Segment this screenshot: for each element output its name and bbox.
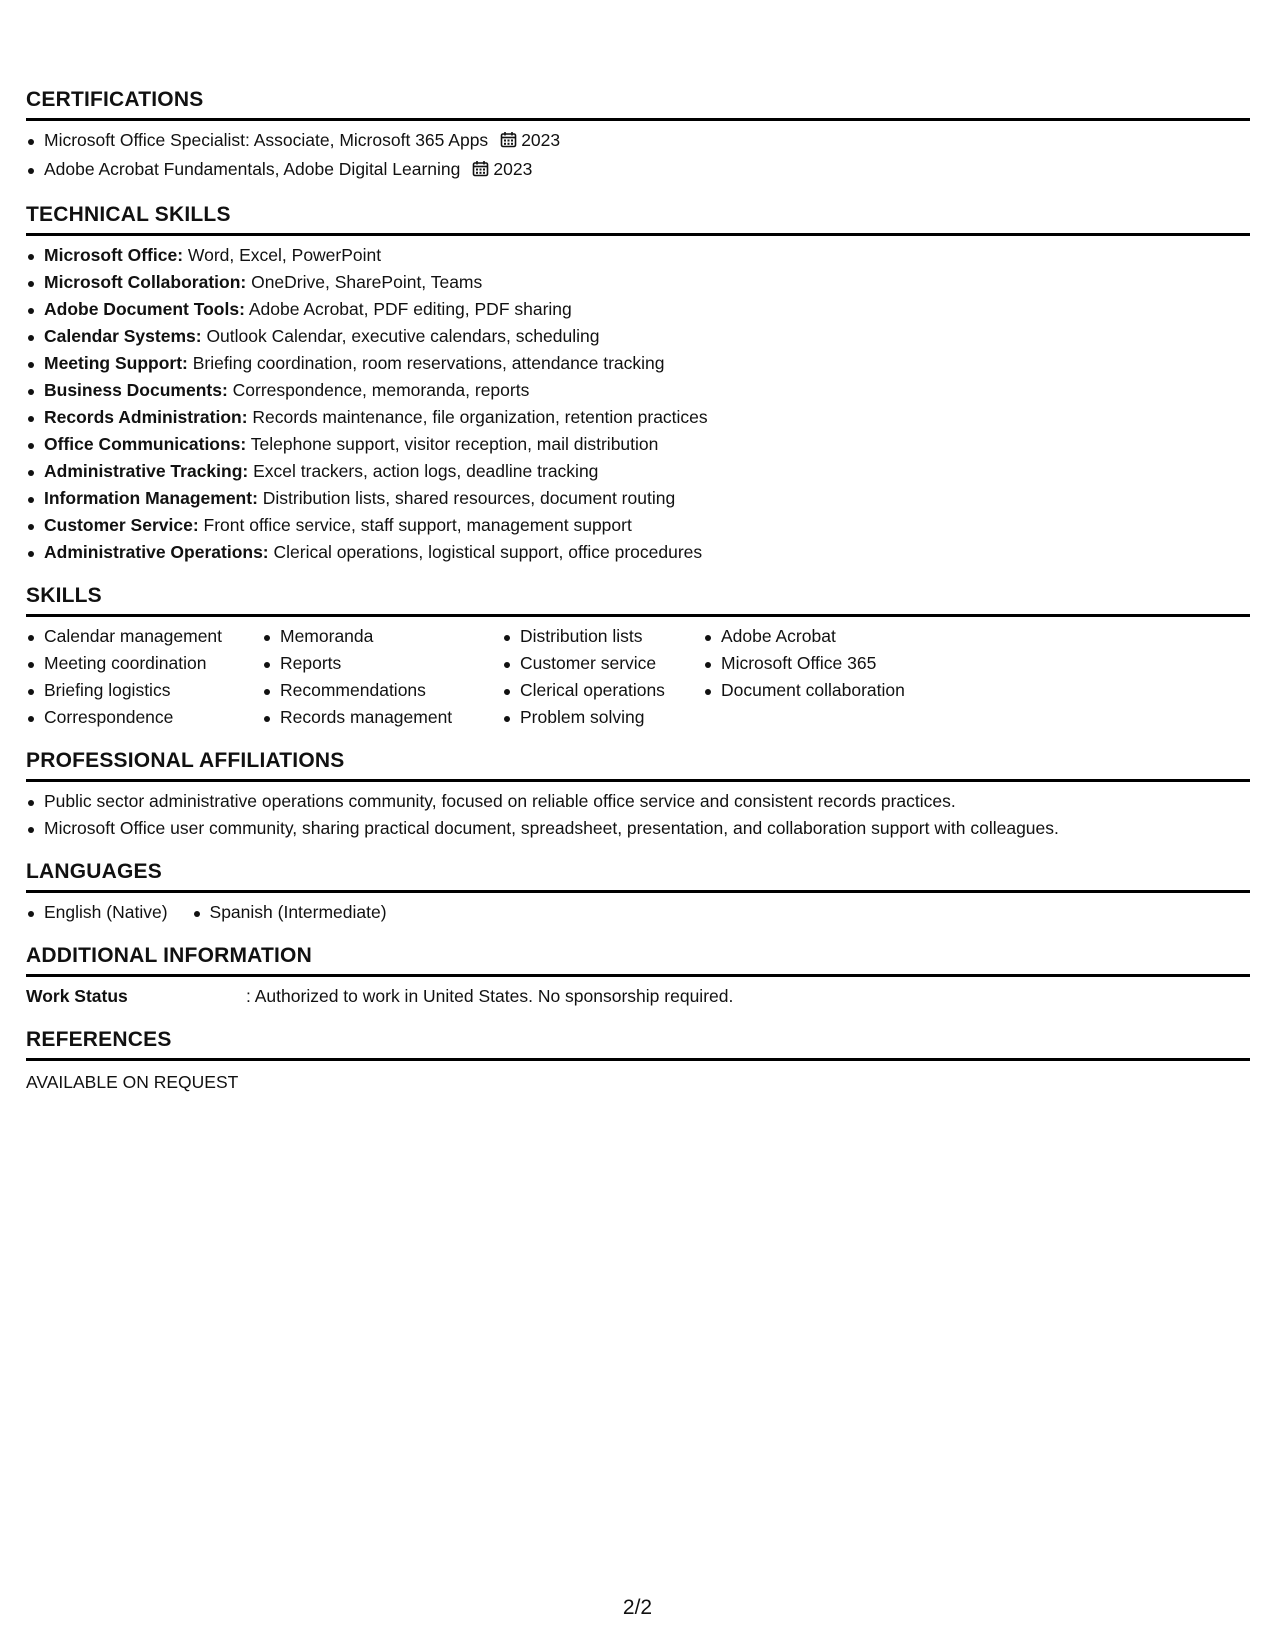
technical-skill-item <box>44 350 1250 377</box>
certifications-section <box>26 88 1250 185</box>
technical-skill-item <box>44 458 1250 485</box>
technical-skill-item <box>44 323 1250 350</box>
languages-list <box>26 899 168 926</box>
references-text: AVAILABLE ON REQUEST <box>26 1072 239 1092</box>
technical-skill-label: Administrative Operations: <box>44 542 269 562</box>
certification-name: Adobe Acrobat Fundamentals, Adobe Digital Learning <box>44 159 461 179</box>
skills-column <box>502 623 703 731</box>
additional-info-heading: ADDITIONAL INFORMATION <box>26 944 1250 977</box>
technical-skill-item <box>44 269 1250 296</box>
affiliations-list <box>26 788 1250 842</box>
skills-column <box>262 623 502 731</box>
languages-section <box>26 860 1250 926</box>
technical-skill-value: Word, Excel, PowerPoint <box>183 245 382 265</box>
technical-skills-list <box>26 242 1250 566</box>
technical-skill-value: Briefing coordination, room reservations, attendance tracking <box>187 353 665 373</box>
skills-column <box>703 623 961 731</box>
certification-item <box>44 156 1250 185</box>
technical-skill-value: Distribution lists, shared resources, document routing <box>257 488 676 508</box>
affiliations-heading: PROFESSIONAL AFFILIATIONS <box>26 749 1250 782</box>
languages-list <box>192 899 387 926</box>
technical-skill-value: Correspondence, memoranda, reports <box>227 380 530 400</box>
technical-skill-label: Records Administration: <box>44 407 248 427</box>
technical-skill-label: Microsoft Collaboration: <box>44 272 247 292</box>
skill-item: Correspondence <box>44 704 262 731</box>
certification-year: 2023 <box>493 159 533 179</box>
technical-skill-item <box>44 296 1250 323</box>
affiliation-item: Microsoft Office user community, sharing practical document, spreadsheet, presentation, and collaboration support with colleagues. <box>44 815 1250 842</box>
technical-skill-label: Office Communications: <box>44 434 247 454</box>
languages-heading: LANGUAGES <box>26 860 1250 893</box>
technical-skill-item <box>44 539 1250 566</box>
technical-skill-item <box>44 404 1250 431</box>
technical-skill-label: Microsoft Office: <box>44 245 184 265</box>
language-item: Spanish (Intermediate) <box>210 899 387 926</box>
skill-item: Memoranda <box>280 623 502 650</box>
technical-skills-section <box>26 203 1250 566</box>
affiliation-item: Public sector administrative operations community, focused on reliable office service and consistent records practices. <box>44 788 1250 815</box>
technical-skill-item <box>44 377 1250 404</box>
technical-skill-value: Excel trackers, action logs, deadline tracking <box>248 461 599 481</box>
affiliations-section <box>26 749 1250 842</box>
certification-name: Microsoft Office Specialist: Associate, Microsoft 365 Apps <box>44 130 489 150</box>
skills-grid <box>26 623 1250 731</box>
skill-item: Meeting coordination <box>44 650 262 677</box>
technical-skill-value: Records maintenance, file organization, retention practices <box>247 407 708 427</box>
additional-info-section <box>26 944 1250 1010</box>
technical-skill-label: Adobe Document Tools: <box>44 299 245 319</box>
technical-skill-item <box>44 431 1250 458</box>
technical-skill-value: OneDrive, SharePoint, Teams <box>246 272 483 292</box>
skills-section <box>26 584 1250 731</box>
skill-item: Recommendations <box>280 677 502 704</box>
skill-item: Document collaboration <box>721 677 961 704</box>
technical-skill-label: Information Management: <box>44 488 258 508</box>
technical-skill-label: Meeting Support: <box>44 353 188 373</box>
certifications-list <box>26 127 1250 185</box>
technical-skill-label: Calendar Systems: <box>44 326 202 346</box>
certifications-heading: CERTIFICATIONS <box>26 88 1250 121</box>
technical-skill-label: Customer Service: <box>44 515 199 535</box>
technical-skill-value: Telephone support, visitor reception, mail distribution <box>246 434 659 454</box>
technical-skills-heading: TECHNICAL SKILLS <box>26 203 1250 236</box>
skill-item: Problem solving <box>520 704 703 731</box>
calendar-icon <box>472 158 489 185</box>
technical-skill-item <box>44 242 1250 269</box>
technical-skill-label: Business Documents: <box>44 380 228 400</box>
technical-skill-value: Adobe Acrobat, PDF editing, PDF sharing <box>244 299 572 319</box>
skill-item: Customer service <box>520 650 703 677</box>
skill-item: Calendar management <box>44 623 262 650</box>
technical-skill-item <box>44 512 1250 539</box>
references-section <box>26 1028 1250 1096</box>
skills-heading: SKILLS <box>26 584 1250 617</box>
page-number: 2/2 <box>622 1596 653 1619</box>
certification-year: 2023 <box>521 130 561 150</box>
references-heading: REFERENCES <box>26 1028 1250 1061</box>
technical-skill-value: Front office service, staff support, management support <box>198 515 632 535</box>
resume-page <box>26 88 1250 1114</box>
work-status-value: : Authorized to work in United States. No sponsorship required. <box>246 986 734 1006</box>
skill-item: Microsoft Office 365 <box>721 650 961 677</box>
work-status-row <box>26 983 1250 1010</box>
skill-item: Reports <box>280 650 502 677</box>
technical-skill-value: Outlook Calendar, executive calendars, scheduling <box>201 326 600 346</box>
technical-skill-item <box>44 485 1250 512</box>
skill-item: Records management <box>280 704 502 731</box>
skill-item: Distribution lists <box>520 623 703 650</box>
skill-item: Briefing logistics <box>44 677 262 704</box>
certification-item <box>44 127 1250 156</box>
skill-item: Adobe Acrobat <box>721 623 961 650</box>
technical-skill-value: Clerical operations, logistical support, office procedures <box>268 542 703 562</box>
work-status-label: Work Status <box>26 986 128 1006</box>
calendar-icon <box>500 129 517 156</box>
technical-skill-label: Administrative Tracking: <box>44 461 249 481</box>
skill-item: Clerical operations <box>520 677 703 704</box>
skills-column <box>26 623 262 731</box>
languages-row <box>26 893 1250 926</box>
language-item: English (Native) <box>44 899 168 926</box>
